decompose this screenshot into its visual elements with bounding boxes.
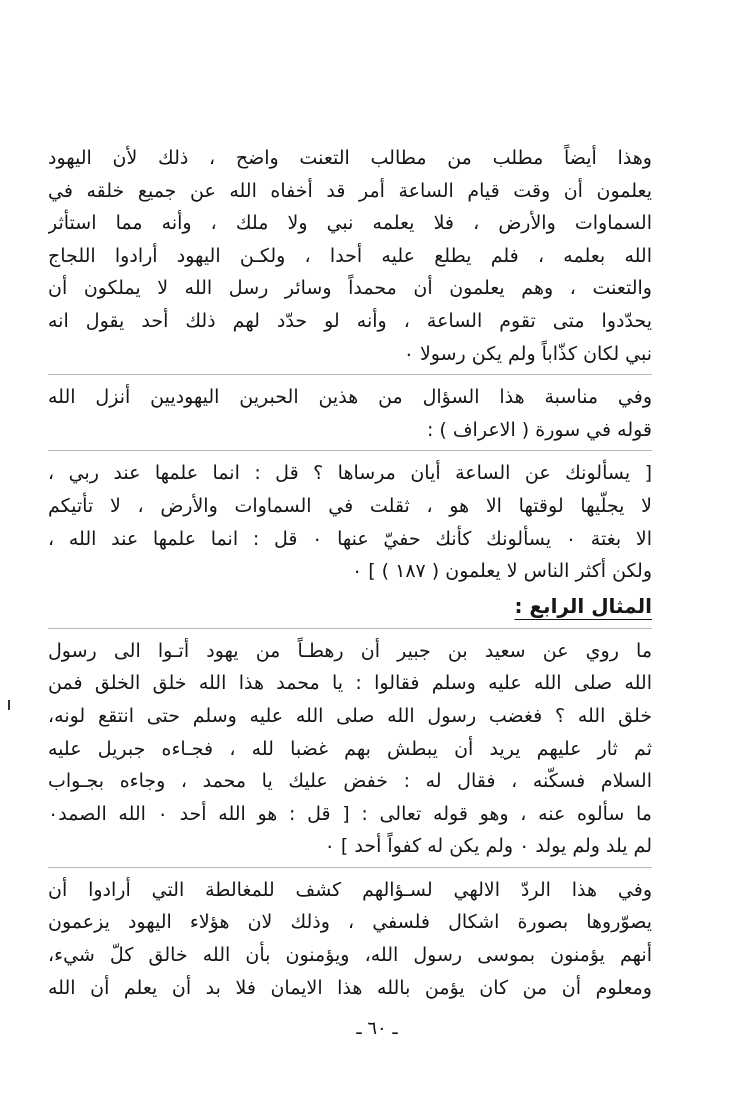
text-line: يصوّروها بصورة اشكال فلسفي ، وذلك لان هؤلاء اليهود يزعمون (48, 911, 652, 934)
text-line: يحدّدوا متى تقوم الساعة ، وأنه لو حدّد لهم ذلك أحد يقول انه (48, 309, 652, 332)
divider (48, 867, 652, 868)
text-line: [ يسألونك عن الساعة أيان مرساها ؟ قل : انما علمها عند ربي ، (48, 462, 652, 485)
paragraph-intro (48, 142, 652, 370)
paragraph-example (48, 635, 652, 863)
text-line: وهذا أيضاً مطلب من مطالب التعنت واضح ، ذلك لأن اليهود (48, 147, 652, 169)
page-number: ـ ٦٠ ـ (356, 1018, 398, 1039)
text-line: ما روي عن سعيد بن جبير أن رهطـاً من يهود أتـوا الى رسول (48, 639, 652, 662)
text-line: خلق الله ؟ فغضب رسول الله صلى الله عليه وسلم حتى انتقع لونه، (48, 704, 652, 727)
text-line: ولكن أكثر الناس لا يعلمون ( ١٨٧ ) ] ٠ (351, 560, 652, 583)
text-line: الله صلى الله عليه وسلم فقالوا : يا محمد هذا الله خلق الخلق فمن (48, 672, 652, 695)
text-line: وفي هذا الردّ الالهي لسـؤالهم كشف للمغالطة التي أرادوا أن (48, 878, 652, 901)
text-line: ومعلوم أن من كان يؤمن بالله هذا الايمان فلا بد أن يعلم أن الله (48, 976, 652, 999)
text-line: ما سألوه عنه ، وهو قوله تعالى : [ قل : هو الله أحد ٠ الله الصمد٠ (48, 802, 652, 825)
text-line: أنهم يؤمنون بموسى رسول الله، ويؤمنون بأن الله خالق كلّ شيء، (48, 944, 652, 967)
text-line: وفي مناسبة هذا السؤال من هذين الحبرين اليهوديين أنزل الله (48, 386, 652, 409)
text-line: السماوات والأرض ، فلا يعلمه نبي ولا ملك ، وأنه مما استأثر (48, 212, 652, 235)
paragraph-revelation (48, 381, 652, 446)
text-line: الا بغتة ٠ يسألونك كأنك حفيّ عنها ٠ قل : انما علمها عند الله ، (48, 527, 652, 550)
text-line: والتعنت ، وهم يعلمون أن محمداً وسائر رسل الله لا يملكون أن (48, 277, 652, 300)
text-line: قوله في سورة ( الاعراف ) : (426, 418, 652, 441)
quran-quote (48, 457, 652, 587)
divider (48, 450, 652, 451)
text-line: نبي لكان كذّاباً ولم يكن رسولا ٠ (403, 342, 652, 365)
text-line: لا يجلّيها لوقتها الا هو ، ثقلت في السماوات والأرض ، لا تأتيكم (48, 494, 652, 517)
page-body (48, 142, 652, 1004)
section-heading: المثال الرابع : (514, 593, 652, 618)
text-line: الله بعلمه ، فلم يطلع عليه أحدا ، ولكـن اليهود أرادوا اللجاج (48, 244, 652, 267)
text-line: يعلمون أن وقت قيام الساعة أمر قد أخفاه الله عن جميع خلقه في (48, 179, 652, 202)
scan-mark (8, 700, 10, 710)
paragraph-conclusion (48, 874, 652, 1004)
text-line: السلام فسكّنه ، فقال له : خفض عليك يا محمد ، وجاءه بجـواب (48, 770, 652, 793)
divider (48, 374, 652, 375)
text-line: لم يلد ولم يولد ٠ ولم يكن له كفواً أحد ] ٠ (324, 835, 652, 858)
divider (48, 628, 652, 629)
text-line: ثم ثار عليهم يريد أن يبطش بهم غضبا لله ، فجـاءه جبريل عليه (48, 737, 652, 760)
